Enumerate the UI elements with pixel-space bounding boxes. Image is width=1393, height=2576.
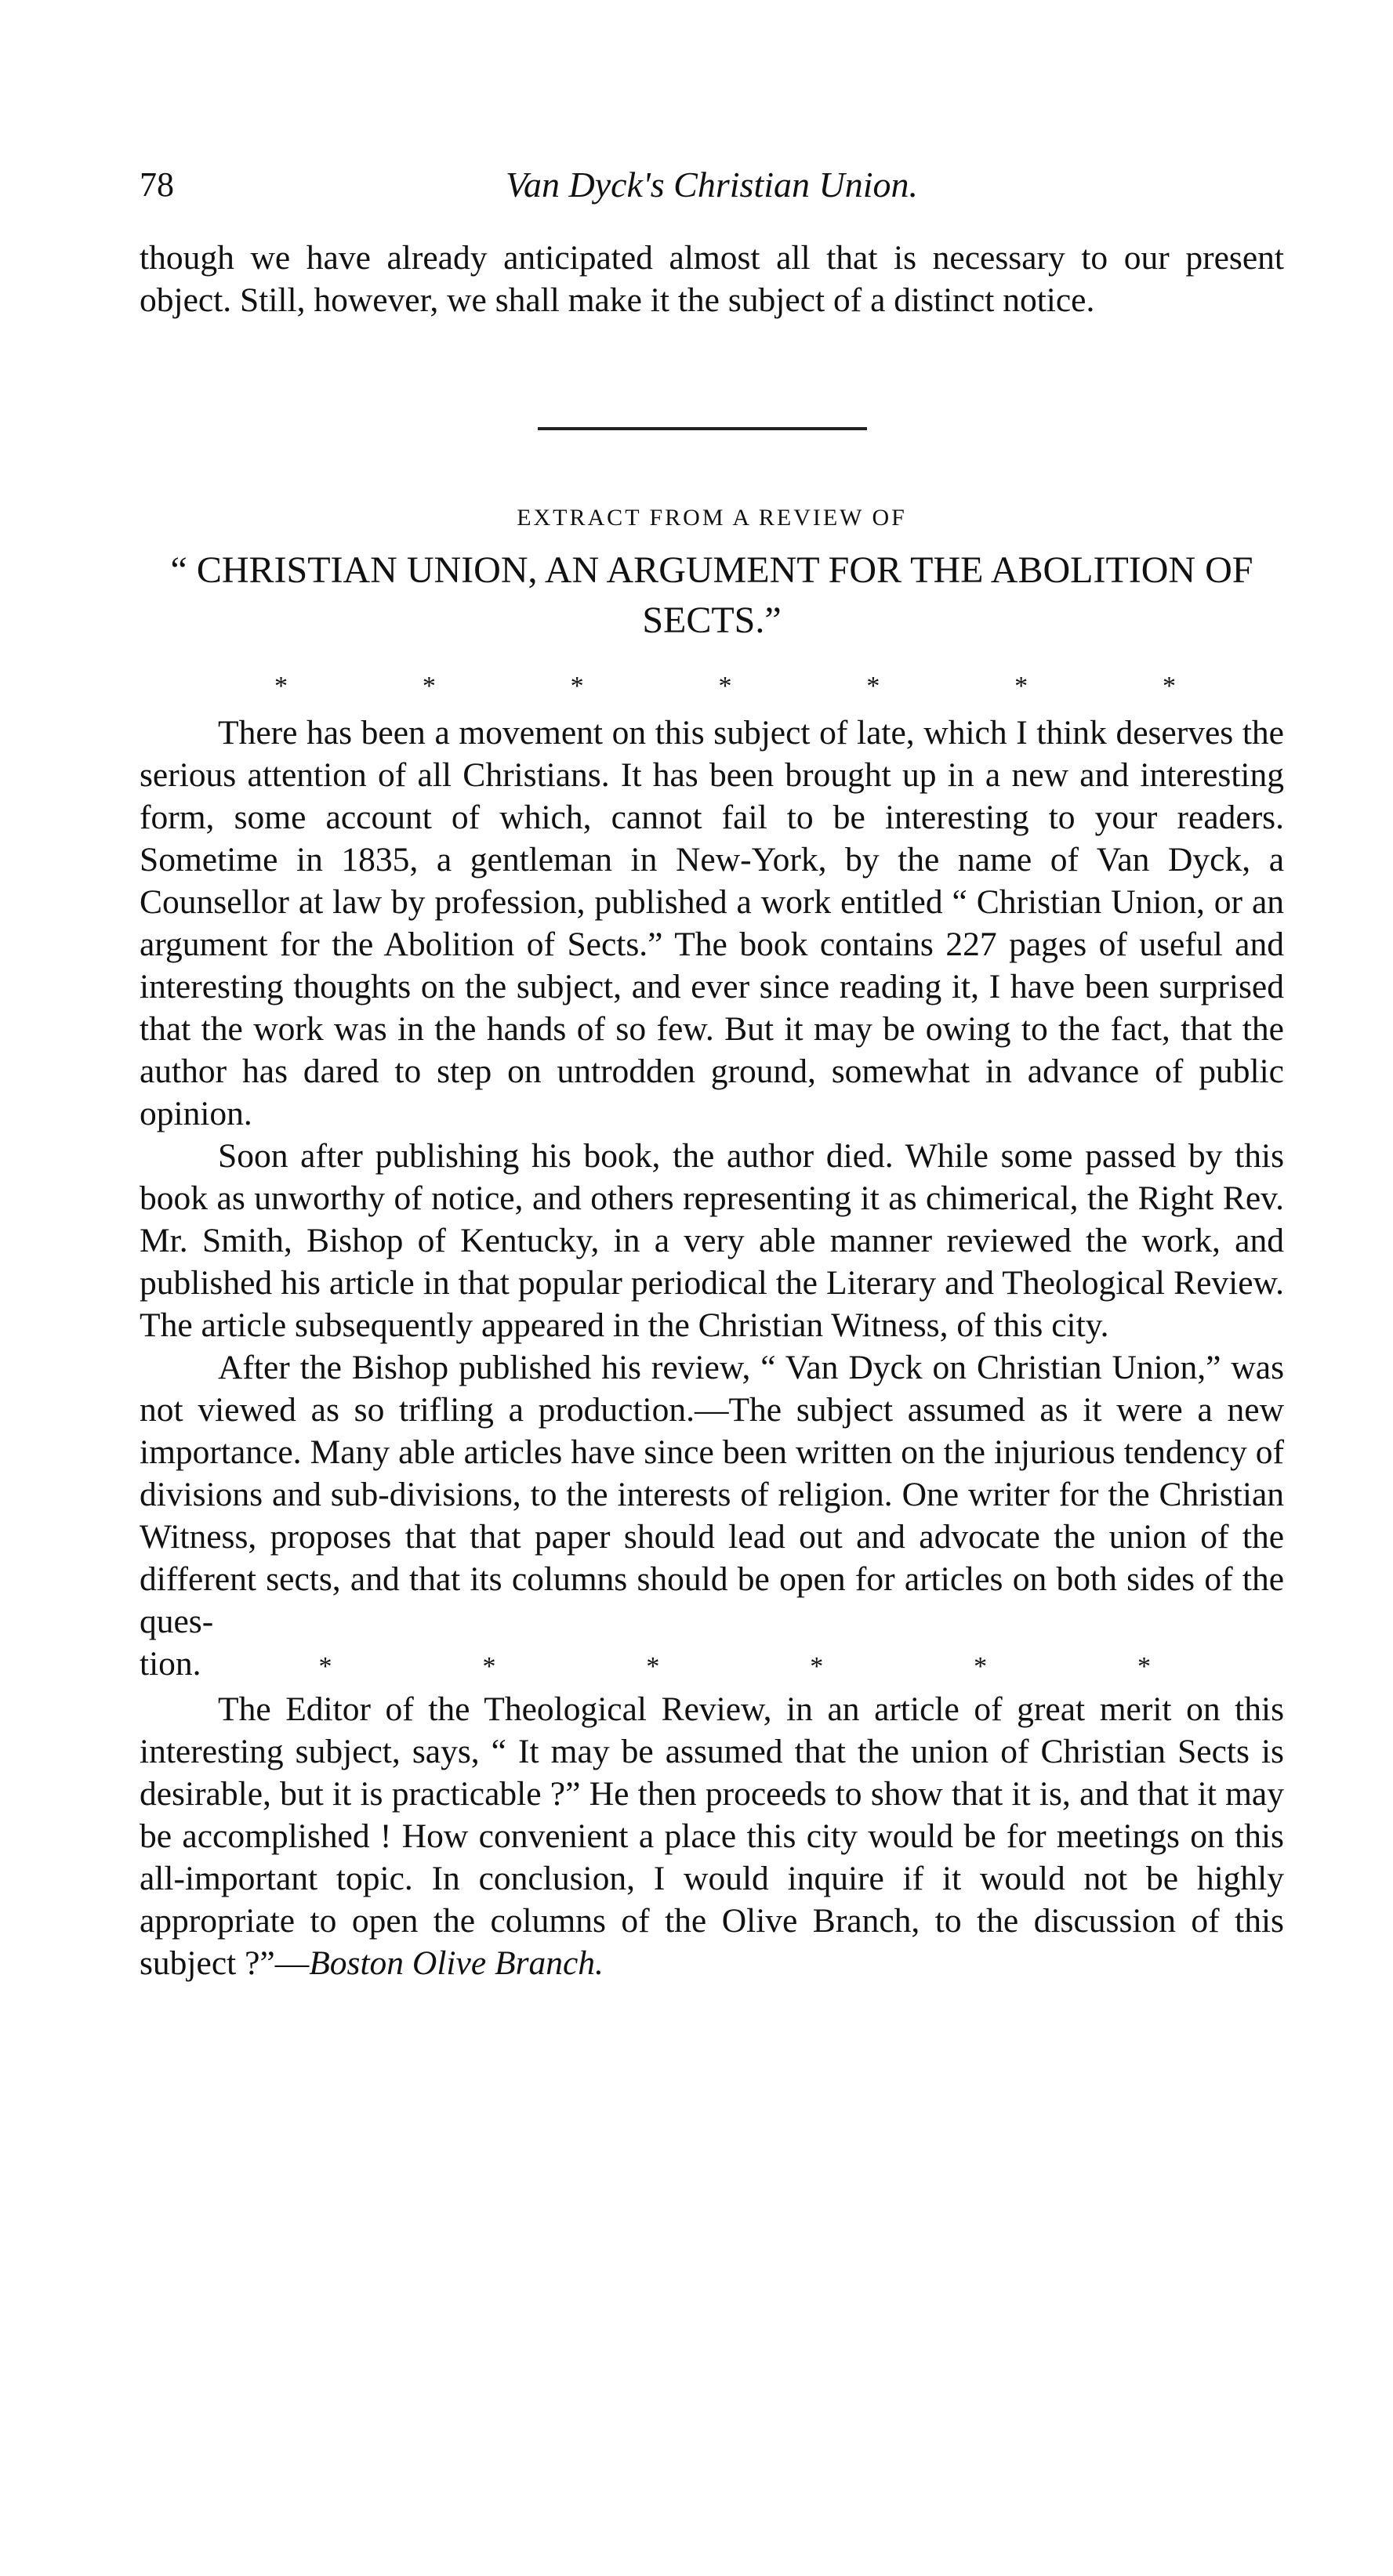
running-title: Van Dyck's Christian Union. — [505, 165, 919, 205]
running-head — [140, 161, 1284, 216]
asterisk: * — [570, 672, 584, 701]
article-title: “ CHRISTIAN UNION, AN ARGUMENT FOR THE ABOLITION OF SECTS.” — [170, 549, 1253, 641]
paragraph-tail-word: tion. — [140, 1645, 201, 1683]
opening-text — [140, 237, 1284, 321]
asterisk: * — [646, 1652, 660, 1681]
opening-paragraph: though we have already anticipated almost all that is necessary to our present object. Still, however, we shall make it the subject of a distinct notice. — [140, 239, 1284, 319]
asterisk: * — [422, 672, 436, 701]
article-body — [140, 712, 1284, 1984]
source-signature: Boston Olive Branch. — [309, 1944, 604, 1982]
asterisk: * — [1162, 672, 1176, 701]
section-divider-rule — [538, 427, 867, 430]
asterisk: * — [1014, 672, 1028, 701]
closing-paragraph-text: The Editor of the Theological Review, in an article of great merit on this interesting subject, says, “ It may be assumed that the union of Christian Sects is desirable, but it is practicable ?” He then proceeds to show that it is, and that it may be accomplished ! How convenient a place this city would be for meetings on this all-important topic. In conclusion, I would inquire if it would not be highly appropriate to open the columns of the Olive Branch, to the discussion of this subject ?”— — [140, 1690, 1284, 1982]
asterisk: * — [1137, 1652, 1151, 1681]
asterisk: * — [866, 672, 880, 701]
article-paragraph: Soon after publishing his book, the author died. While some passed by this book as unworthy of notice, and others representing it as chimerical, the Right Rev. Mr. Smith, Bishop of Kentucky, in a very able manner reviewed the work, and published his article in that popular periodical the Literary and Theological Review. The article subsequently appeared in the Christian Witness, of this city. — [140, 1137, 1284, 1344]
asterisk: * — [274, 672, 288, 701]
closing-paragraph — [140, 1688, 1284, 1984]
asterisk: * — [810, 1652, 824, 1681]
paragraph-tail-line — [140, 1643, 1284, 1688]
article-kicker: EXTRACT FROM A REVIEW OF — [517, 505, 907, 531]
asterisk: * — [718, 672, 732, 701]
asterisk: * — [318, 1652, 332, 1681]
asterisk: * — [482, 1652, 496, 1681]
asterism-inline — [319, 1646, 1284, 1688]
page-number: 78 — [140, 165, 174, 204]
asterisk: * — [974, 1652, 988, 1681]
article-paragraph: There has been a movement on this subject of late, which I think deserves the serious attention of all Christians. It has been brought up in a new and interesting form, some account of which, cannot fail to be interesting to your readers. Sometime in 1835, a gentleman in New-York, by the name of Van Dyck, a Counsellor at law by profession, published a work entitled “ Christian Union, or an argument for the Abolition of Sects.” The book contains 227 pages of useful and interesting thoughts on the subject, and ever since reading it, I have been surprised that the work was in the hands of so few. But it may be owing to the fact, that the author has dared to step on untrodden ground, somewhat in advance of public opinion. — [140, 714, 1284, 1132]
asterism-top — [274, 671, 1176, 702]
article-paragraph: After the Bishop published his review, “ Van Dyck on Christian Union,” was not viewed as so trifling a production.—The subject assumed as it were a new importance. Many able articles have since been written on the injurious tendency of divisions and sub-divisions, to the interests of religion. One writer for the Christian Witness, proposes that that paper should lead out and advocate the union of the different sects, and that its columns should be open for articles on both sides of the ques- — [140, 1349, 1284, 1640]
